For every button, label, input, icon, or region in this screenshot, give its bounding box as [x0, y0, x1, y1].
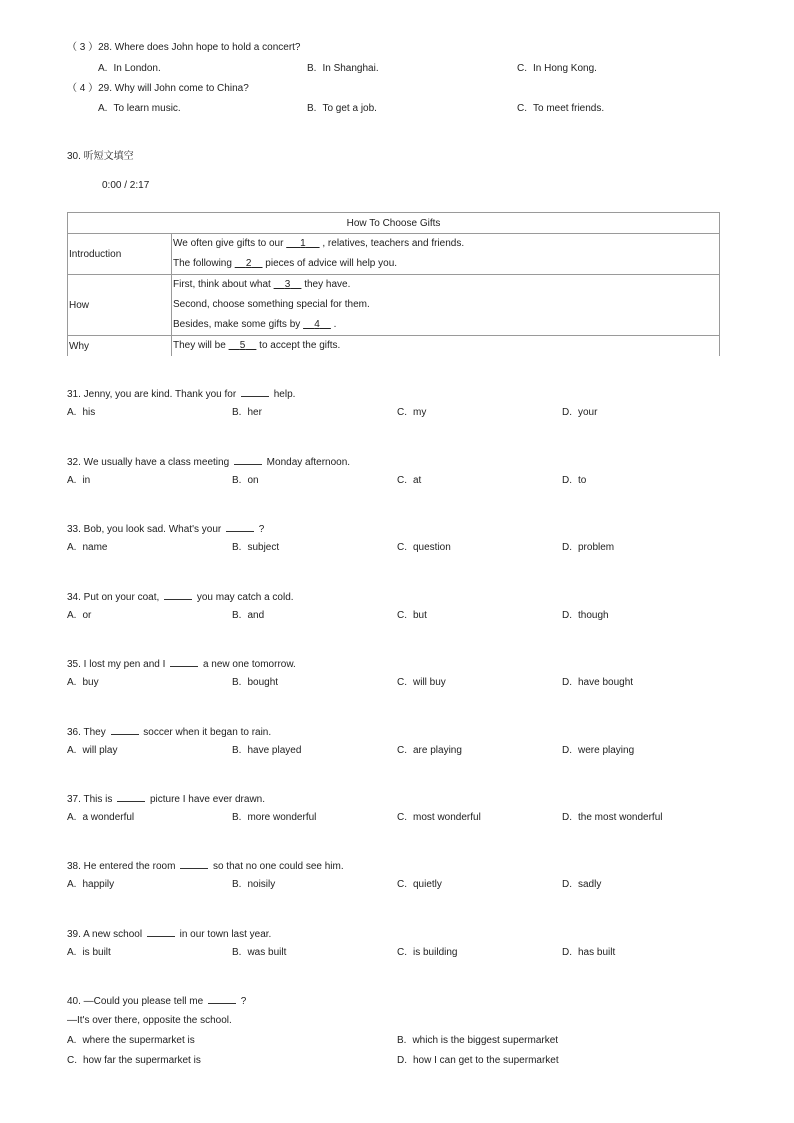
- table-line: First, think about what 3 they have.: [173, 279, 351, 290]
- question-32: 32. We usually have a class meeting Monday afternoon.: [67, 454, 350, 470]
- q33-option-a[interactable]: A. name: [67, 542, 108, 553]
- table-title: How To Choose Gifts: [68, 213, 720, 234]
- blank-4[interactable]: 4: [314, 319, 320, 330]
- question-29: [67, 82, 249, 96]
- q32-option-c[interactable]: C. at: [397, 475, 422, 486]
- option-text: To get a job.: [322, 103, 377, 114]
- option-label: A.: [98, 63, 108, 74]
- audio-time[interactable]: 0:00 / 2:17: [102, 180, 150, 191]
- option-label: A.: [98, 103, 108, 114]
- q33-option-b[interactable]: B. subject: [232, 542, 280, 553]
- q29-option-a[interactable]: [98, 102, 181, 116]
- option-text: In Shanghai.: [322, 63, 379, 74]
- q40-option-b[interactable]: B. which is the biggest supermarket: [397, 1035, 559, 1046]
- answer-blank[interactable]: [147, 926, 175, 937]
- q39-option-d[interactable]: D. has built: [562, 947, 616, 958]
- q36-option-c[interactable]: C. are playing: [397, 745, 462, 756]
- row-content-how: [172, 275, 720, 336]
- answer-blank[interactable]: [180, 858, 208, 869]
- q34-option-a[interactable]: A. or: [67, 610, 92, 621]
- question-33: 33. Bob, you look sad. What's your ?: [67, 521, 264, 537]
- q29-option-b[interactable]: [307, 102, 377, 116]
- q35-option-b[interactable]: B. bought: [232, 677, 279, 688]
- question-39: 39. A new school in our town last year.: [67, 926, 271, 942]
- blank-3[interactable]: 3: [284, 279, 291, 290]
- q34-option-d[interactable]: D. though: [562, 610, 609, 621]
- q38-option-d[interactable]: D. sadly: [562, 879, 602, 890]
- table-line: We often give gifts to our 1 , relatives, teachers and friends.: [173, 238, 465, 249]
- table-line: Besides, make some gifts by 4 .: [173, 319, 337, 330]
- q31-option-c[interactable]: C. my: [397, 407, 427, 418]
- question-36: 36. They soccer when it began to rain.: [67, 724, 271, 740]
- q28-option-b[interactable]: [307, 62, 379, 76]
- question-40-reply: —It's over there, opposite the school.: [67, 1015, 232, 1026]
- answer-blank[interactable]: [111, 724, 139, 735]
- gift-table: [67, 212, 720, 356]
- option-text: In Hong Kong.: [533, 63, 597, 74]
- q35-option-a[interactable]: A. buy: [67, 677, 99, 688]
- q29-option-c[interactable]: [517, 102, 604, 116]
- q39-option-a[interactable]: A. is built: [67, 947, 111, 958]
- q33-option-d[interactable]: D. problem: [562, 542, 615, 553]
- row-content-introduction: [172, 234, 720, 275]
- question-37: 37. This is picture I have ever drawn.: [67, 791, 265, 807]
- question-38: 38. He entered the room so that no one could see him.: [67, 858, 344, 874]
- q38-option-b[interactable]: B. noisily: [232, 879, 276, 890]
- q36-option-b[interactable]: B. have played: [232, 745, 302, 756]
- answer-blank[interactable]: [170, 656, 198, 667]
- q39-option-b[interactable]: B. was built: [232, 947, 287, 958]
- blank-1[interactable]: 1: [300, 238, 306, 249]
- q36-option-d[interactable]: D. were playing: [562, 745, 635, 756]
- option-text: In London.: [113, 63, 161, 74]
- q28-option-a[interactable]: [98, 62, 161, 76]
- question-prefix: （ 4 ）: [67, 83, 99, 94]
- row-label-introduction: Introduction: [68, 234, 172, 275]
- question-35: 35. I lost my pen and I a new one tomorrow.: [67, 656, 296, 672]
- q37-option-b[interactable]: B. more wonderful: [232, 812, 317, 823]
- q33-option-c[interactable]: C. question: [397, 542, 451, 553]
- option-label: B.: [307, 103, 317, 114]
- option-text: To learn music.: [113, 103, 181, 114]
- q37-option-a[interactable]: A. a wonderful: [67, 812, 135, 823]
- answer-blank[interactable]: [234, 454, 262, 465]
- q32-option-b[interactable]: B. on: [232, 475, 259, 486]
- q28-option-c[interactable]: [517, 62, 597, 76]
- q37-option-d[interactable]: D. the most wonderful: [562, 812, 663, 823]
- q31-option-d[interactable]: D. your: [562, 407, 598, 418]
- question-28: [67, 41, 300, 55]
- section-30-title: 30. 听短文填空: [67, 151, 134, 162]
- q31-option-a[interactable]: A. his: [67, 407, 96, 418]
- question-40: 40. —Could you please tell me ?: [67, 993, 246, 1009]
- q40-option-d[interactable]: D. how I can get to the supermarket: [397, 1055, 559, 1066]
- answer-blank[interactable]: [164, 589, 192, 600]
- table-line: Second, choose something special for them.: [173, 299, 370, 310]
- q40-option-c[interactable]: C. how far the supermarket is: [67, 1055, 201, 1066]
- q38-option-c[interactable]: C. quietly: [397, 879, 442, 890]
- blank-5[interactable]: 5: [239, 340, 246, 351]
- row-label-how: How: [68, 275, 172, 336]
- q31-option-b[interactable]: B. her: [232, 407, 262, 418]
- q34-option-c[interactable]: C. but: [397, 610, 427, 621]
- question-text: 28. Where does John hope to hold a concert?: [98, 42, 301, 53]
- q38-option-a[interactable]: A. happily: [67, 879, 115, 890]
- question-text: 29. Why will John come to China?: [98, 83, 249, 94]
- q35-option-c[interactable]: C. will buy: [397, 677, 446, 688]
- option-label: C.: [517, 63, 527, 74]
- q32-option-d[interactable]: D. to: [562, 475, 587, 486]
- q34-option-b[interactable]: B. and: [232, 610, 265, 621]
- table-line: The following 2 pieces of advice will help you.: [173, 258, 398, 269]
- q39-option-c[interactable]: C. is building: [397, 947, 458, 958]
- option-label: B.: [307, 63, 317, 74]
- q36-option-a[interactable]: A. will play: [67, 745, 118, 756]
- option-text: To meet friends.: [533, 103, 605, 114]
- answer-blank[interactable]: [208, 993, 236, 1004]
- answer-blank[interactable]: [241, 386, 269, 397]
- answer-blank[interactable]: [117, 791, 145, 802]
- option-label: C.: [517, 103, 527, 114]
- q35-option-d[interactable]: D. have bought: [562, 677, 634, 688]
- q37-option-c[interactable]: C. most wonderful: [397, 812, 481, 823]
- question-34: 34. Put on your coat, you may catch a cold.: [67, 589, 294, 605]
- q32-option-a[interactable]: A. in: [67, 475, 91, 486]
- answer-blank[interactable]: [226, 521, 254, 532]
- question-31: 31. Jenny, you are kind. Thank you for help.: [67, 386, 295, 402]
- question-prefix: （ 3 ）: [67, 42, 99, 53]
- q40-option-a[interactable]: A. where the supermarket is: [67, 1035, 195, 1046]
- table-line: They will be 5 to accept the gifts.: [173, 340, 341, 351]
- blank-2[interactable]: 2: [245, 258, 252, 269]
- row-content-why: [172, 336, 720, 357]
- row-label-why: Why: [68, 336, 172, 357]
